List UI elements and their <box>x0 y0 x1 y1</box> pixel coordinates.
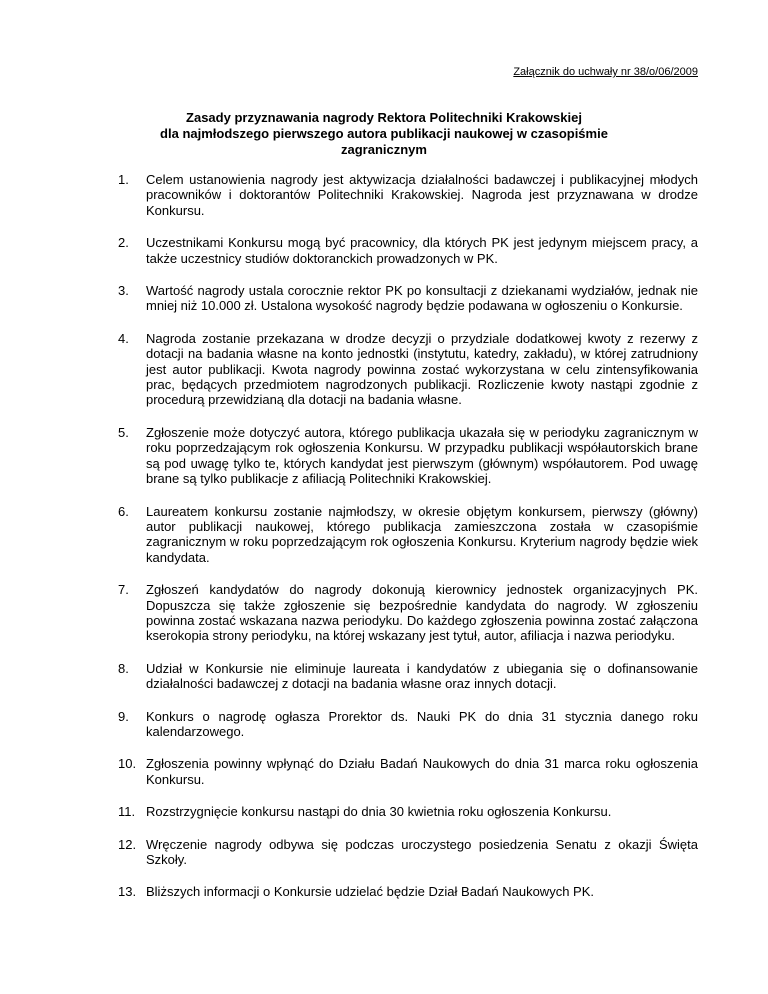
item-text: Zgłoszenie może dotyczyć autora, którego publikacja ukazała się w periodyku zagranicznym w roku poprzedzającym rok ogłoszenia Konkursu. W przypadku publikacji współautorskich brane są pod uwagę tylko te, których kandydat jest pierwszym (głównym) współautorem. Pod uwagę brane są tylko publikacje z afiliacją Politechniki Krakowskiej. <box>146 424 698 487</box>
list-item <box>118 283 698 314</box>
item-text: Zgłoszeń kandydatów do nagrody dokonują kierownicy jednostek organizacyjnych PK. Dopuszcza się także zgłoszenie się bezpośrednie kandydata do nagrody. W zgłoszeniu powinna zostać wskazana nazwa periodyku. Do każdego zgłoszenia powinna zostać załączona kserokopia strony periodyku, na której wskazany jest tytuł, autor, afiliacja i nazwa periodyku. <box>146 582 698 644</box>
item-text: Bliższych informacji o Konkursie udzielać będzie Dział Badań Naukowych PK. <box>146 884 594 900</box>
list-item <box>118 331 698 408</box>
list-item <box>118 709 698 740</box>
item-text: Celem ustanowienia nagrody jest aktywizacja działalności badawczej i publikacyjnej młodych pracowników i doktorantów Politechniki Krakowskiej. Nagroda jest przyznawana w drodze Konkursu. <box>146 172 698 218</box>
title-line: Zasady przyznawania nagrody Rektora Politechniki Krakowskiej <box>186 110 582 125</box>
item-number: 6. <box>118 503 129 519</box>
item-text: Laureatem konkursu zostanie najmłodszy, w okresie objętym konkursem, pierwszy (główny) autor publikacji naukowej, którego publikacja zamieszczona została w czasopiśmie zagranicznym w roku poprzedzającym rok ogłoszenia Konkursu. Kryterium nagrody będzie wiek kandydata. <box>146 503 698 565</box>
list-item <box>118 756 698 787</box>
item-number: 2. <box>118 235 129 251</box>
item-number: 10. <box>118 756 137 772</box>
title-line: zagranicznym <box>341 142 427 157</box>
item-text: Wartość nagrody ustala corocznie rektor PK po konsultacji z dziekanami wydziałów, jednak nie mniej niż 10.000 zł. Ustalona wysokość nagrody będzie podawana w ogłoszeniu o Konkursie. <box>146 283 698 314</box>
document-title <box>120 110 648 158</box>
item-number: 4. <box>118 330 129 346</box>
item-number: 3. <box>118 283 129 299</box>
list-item <box>118 804 698 819</box>
list-item <box>118 504 698 566</box>
item-text: Uczestnikami Konkursu mogą być pracownicy, dla których PK jest jedynym miejscem pracy, a także uczestnicy studiów doktoranckich prowadzonych w PK. <box>146 235 698 266</box>
item-text: Nagroda zostanie przekazana w drodze decyzji o przydziale dodatkowej kwoty z rezerwy z dotacji na badania własne na konto jednostki (instytutu, katedry, zakładu), w której zatrudniony jest autor publikacji. Kwota nagrody powinna zostać wykorzystana w celu zintensyfikowania prac, będących przedmiotem nagrodzonych publikacji. Rozliczenie kwoty nastąpi zgodnie z procedurą przewidzianą dla dotacji na badania własne. <box>146 330 698 408</box>
item-text: Zgłoszenia powinny wpłynąć do Działu Badań Naukowych do dnia 31 marca roku ogłoszenia Konkursu. <box>146 756 698 787</box>
item-number: 7. <box>118 582 129 598</box>
list-item <box>118 837 698 868</box>
title-line: dla najmłodszego pierwszego autora publikacji naukowej w czasopiśmie <box>160 126 608 141</box>
annex-reference: Załącznik do uchwały nr 38/o/06/2009 <box>513 66 698 78</box>
rules-list <box>118 172 698 917</box>
item-text: Rozstrzygnięcie konkursu nastąpi do dnia 30 kwietnia roku ogłoszenia Konkursu. <box>146 804 612 820</box>
item-number: 13. <box>118 884 137 900</box>
item-number: 12. <box>118 836 137 852</box>
item-number: 9. <box>118 708 129 724</box>
item-number: 11. <box>118 804 136 820</box>
item-text: Udział w Konkursie nie eliminuje laureata i kandydatów z ubiegania się o dofinansowanie działalności badawczej z dotacji na badania własne oraz innych dotacji. <box>146 660 698 692</box>
item-number: 1. <box>118 172 129 187</box>
item-number: 5. <box>118 424 129 440</box>
list-item <box>118 425 698 487</box>
list-item <box>118 661 698 692</box>
list-item <box>118 884 698 899</box>
item-number: 8. <box>118 660 129 676</box>
item-text: Wręczenie nagrody odbywa się podczas uroczystego posiedzenia Senatu z okazji Święta Szkoły. <box>146 836 698 867</box>
item-text: Konkurs o nagrodę ogłasza Prorektor ds. Nauki PK do dnia 31 stycznia danego roku kalendarzowego. <box>146 708 698 739</box>
list-item <box>118 172 698 218</box>
list-item <box>118 582 698 644</box>
list-item <box>118 235 698 266</box>
